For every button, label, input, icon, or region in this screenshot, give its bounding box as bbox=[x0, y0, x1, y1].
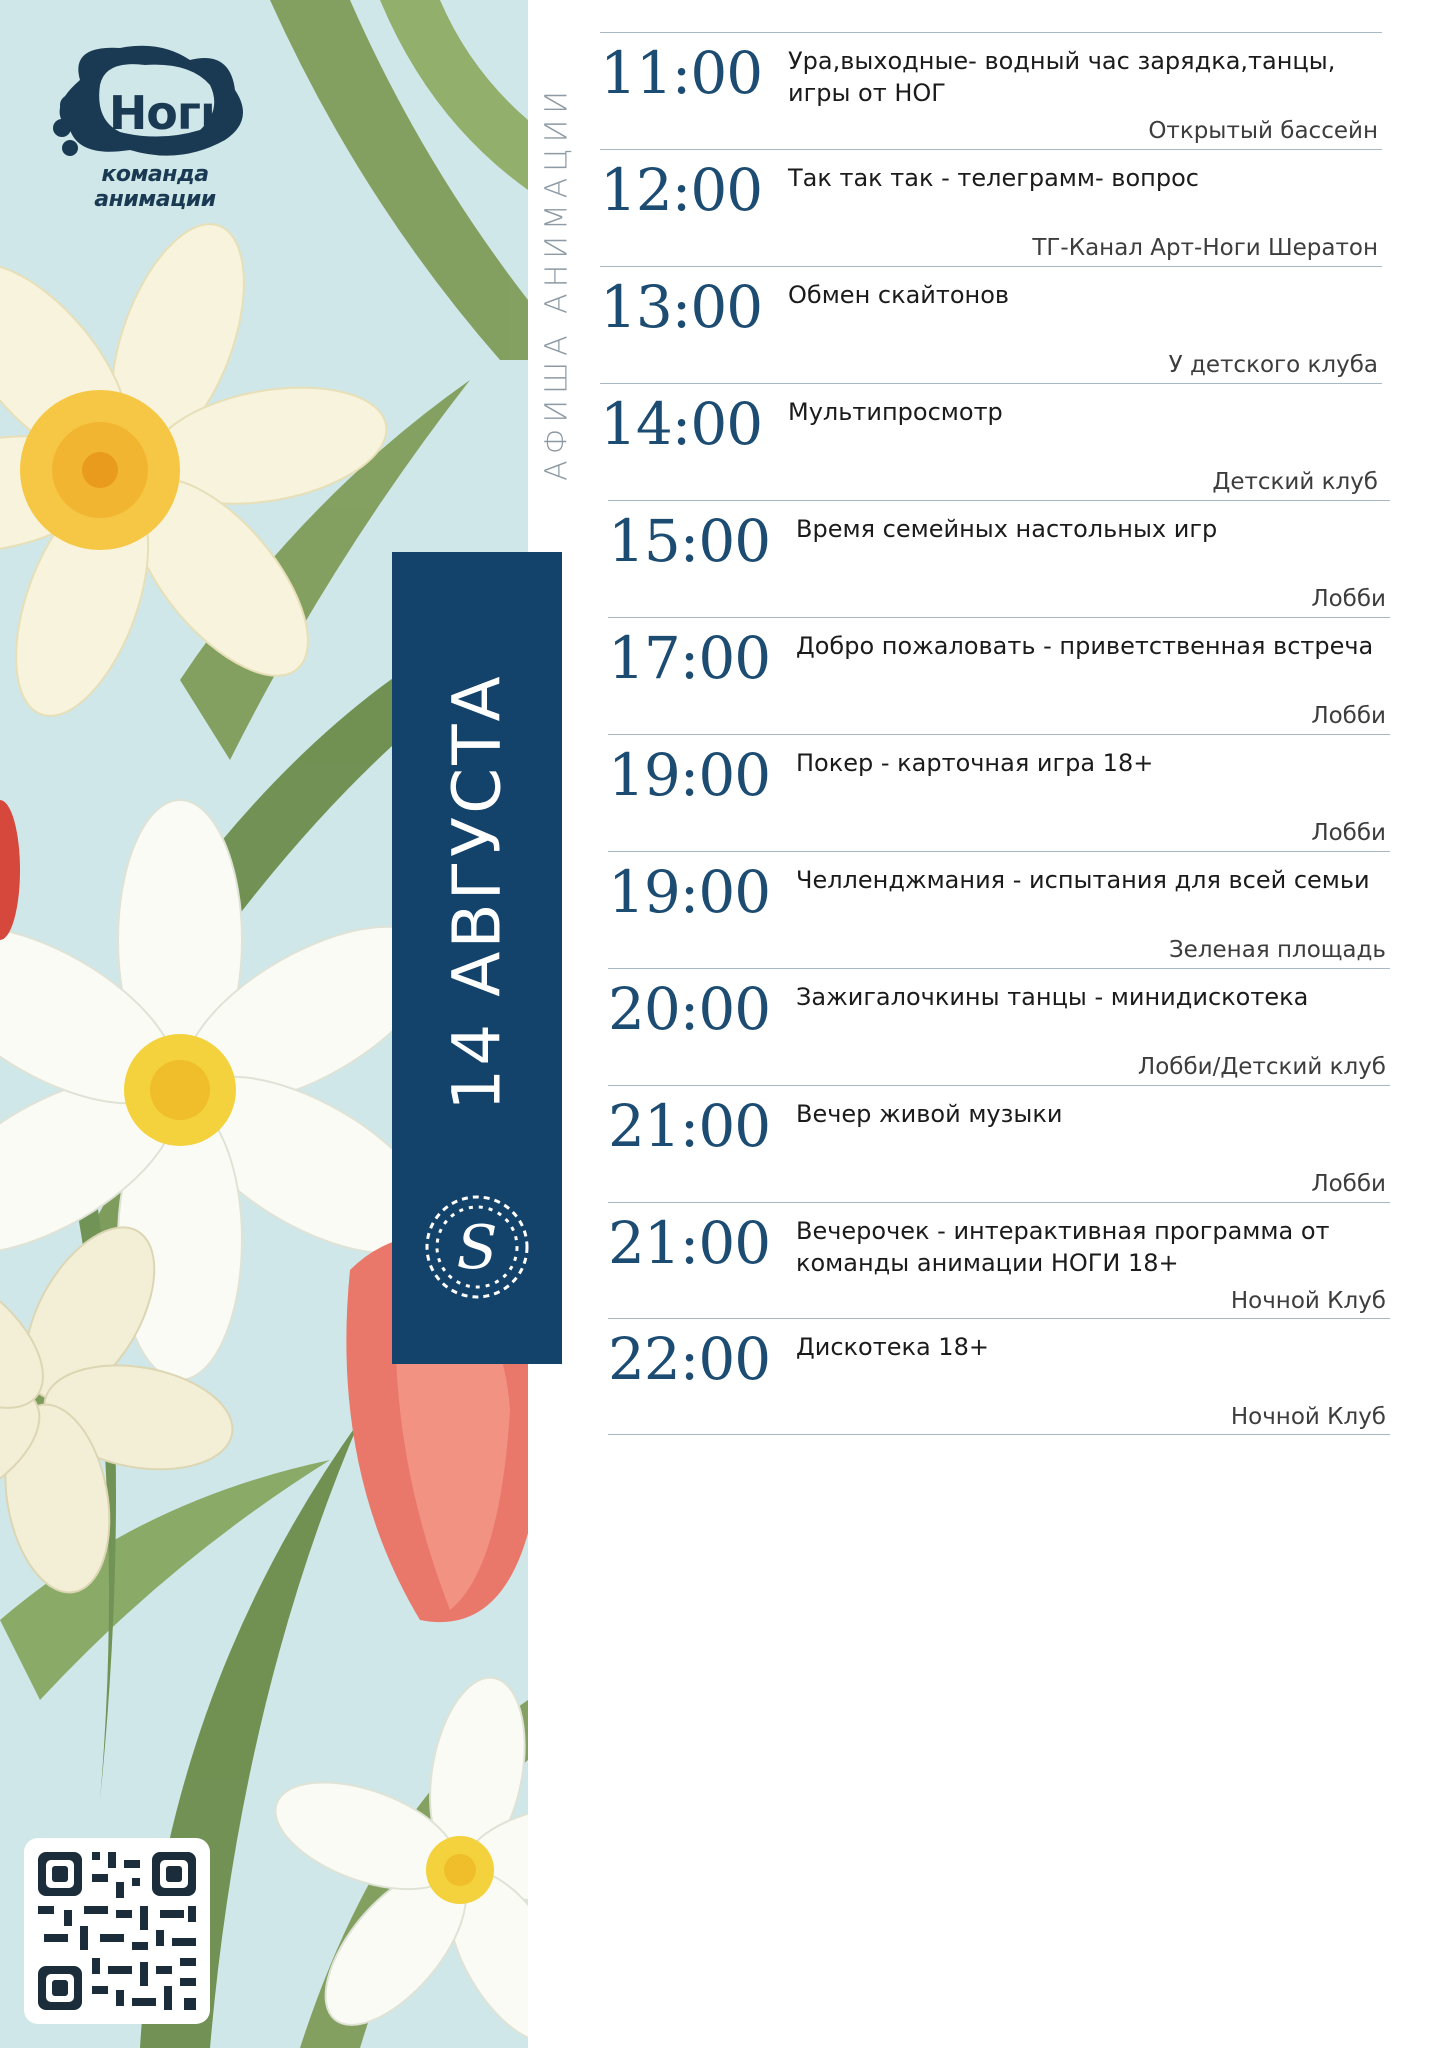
qr-code[interactable] bbox=[24, 1838, 210, 2024]
event-time: 20:00 bbox=[608, 975, 771, 1043]
event-title: Покер - карточная игра 18+ bbox=[796, 749, 1154, 777]
schedule-row bbox=[600, 383, 1382, 499]
qr-code-icon bbox=[24, 1838, 210, 2024]
event-location: Зеленая площадь bbox=[1168, 937, 1386, 963]
event-time: 21:00 bbox=[608, 1209, 771, 1277]
event-time: 21:00 bbox=[608, 1092, 771, 1160]
svg-text:S: S bbox=[456, 1213, 498, 1283]
event-title: Добро пожаловать - приветственная встреча bbox=[796, 632, 1374, 660]
event-title: Обмен скайтонов bbox=[788, 281, 1010, 309]
event-location: У детского клуба bbox=[1168, 352, 1378, 378]
event-title: Мультипросмотр bbox=[788, 398, 1003, 426]
event-location: Лобби bbox=[1311, 1171, 1386, 1197]
schedule-row bbox=[600, 266, 1382, 382]
event-title: Ура,выходные- водный час зарядка,танцы, игры от НОГ bbox=[788, 47, 1336, 107]
event-time: 15:00 bbox=[608, 507, 771, 575]
event-time: 13:00 bbox=[600, 273, 763, 341]
event-title: Так так так - телеграмм- вопрос bbox=[788, 164, 1199, 192]
event-title: Вечер живой музыки bbox=[796, 1100, 1063, 1128]
event-location: Лобби bbox=[1311, 820, 1386, 846]
event-time: 12:00 bbox=[600, 156, 763, 224]
event-location: Детский клуб bbox=[1212, 469, 1378, 495]
event-location: Открытый бассейн bbox=[1148, 118, 1378, 144]
logo-wordmark: Ноги bbox=[108, 86, 232, 140]
divider bbox=[608, 1434, 1390, 1435]
event-title: Дискотека 18+ bbox=[796, 1333, 989, 1361]
logo-caption: команда анимации bbox=[94, 162, 216, 212]
event-date: 14 АВГУСТА bbox=[438, 673, 516, 1111]
schedule-row bbox=[608, 734, 1390, 850]
date-band bbox=[392, 552, 562, 1364]
schedule-row bbox=[608, 851, 1390, 967]
poster-subtitle: АФИША АНИМАЦИИ bbox=[539, 85, 575, 481]
event-location: ТГ-Канал Арт-Ноги Шератон bbox=[1032, 235, 1378, 261]
event-title: Зажигалочкины танцы - минидискотека bbox=[796, 983, 1309, 1011]
schedule-row bbox=[608, 1202, 1390, 1318]
schedule-row bbox=[608, 1318, 1390, 1434]
event-title: Вечерочек - интерактивная программа от команды анимации НОГИ 18+ bbox=[796, 1217, 1330, 1277]
schedule-row bbox=[600, 32, 1382, 148]
event-time: 19:00 bbox=[608, 741, 771, 809]
schedule-row bbox=[608, 617, 1390, 733]
event-title: Челленджмания - испытания для всей семьи bbox=[796, 866, 1370, 894]
schedule-row bbox=[608, 968, 1390, 1084]
event-title: Время семейных настольных игр bbox=[796, 515, 1218, 543]
schedule-row bbox=[600, 149, 1382, 265]
logo bbox=[40, 40, 270, 212]
event-time: 14:00 bbox=[600, 390, 763, 458]
event-location: Ночной Клуб bbox=[1230, 1288, 1386, 1314]
event-time: 11:00 bbox=[600, 39, 763, 107]
event-location: Лобби bbox=[1311, 703, 1386, 729]
event-time: 19:00 bbox=[608, 858, 771, 926]
sheraton-logo-icon bbox=[422, 1192, 532, 1302]
event-location: Лобби bbox=[1311, 586, 1386, 612]
schedule-row bbox=[608, 1085, 1390, 1201]
schedule-row bbox=[608, 500, 1390, 616]
event-time: 22:00 bbox=[608, 1325, 771, 1393]
event-time: 17:00 bbox=[608, 624, 771, 692]
event-location: Ночной Клуб bbox=[1230, 1404, 1386, 1430]
event-location: Лобби/Детский клуб bbox=[1137, 1054, 1386, 1080]
subtitle-container bbox=[532, 58, 582, 508]
